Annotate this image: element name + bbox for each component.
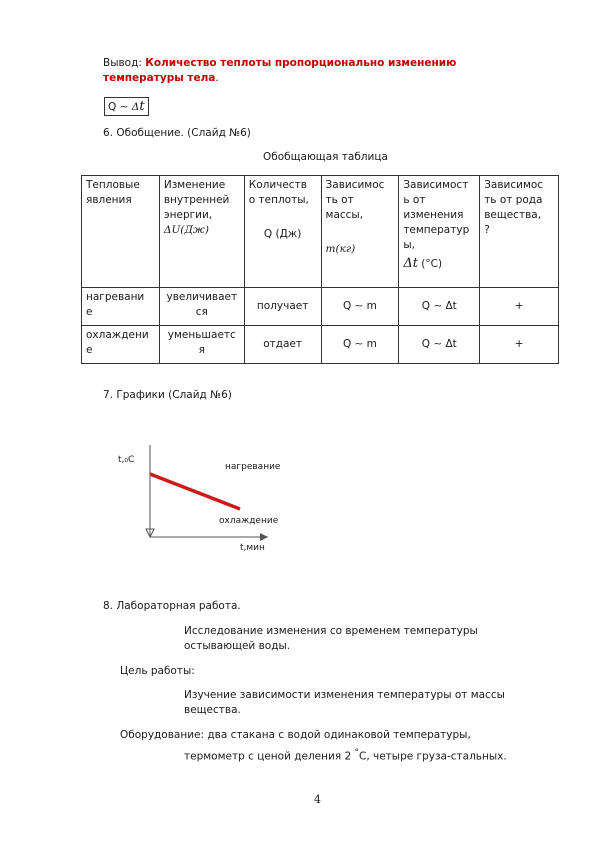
row-heat: отдает bbox=[244, 326, 321, 364]
goal-label: Цель работы: bbox=[120, 665, 195, 677]
conclusion-line2 bbox=[103, 72, 219, 84]
x-axis-label: t,мин bbox=[240, 543, 265, 553]
row-mass: Q ∼ m bbox=[321, 326, 399, 364]
section6-heading: 6. Обобщение. (Слайд №6) bbox=[103, 127, 251, 139]
y-axis-label: t,₀С bbox=[118, 455, 135, 465]
lab-topic-line2: остывающей воды. bbox=[184, 640, 291, 652]
goal-line2: вещества. bbox=[184, 704, 241, 716]
conclusion-text-2: температуры тела bbox=[103, 72, 216, 84]
table-row bbox=[82, 288, 559, 326]
page-number: 4 bbox=[314, 793, 321, 806]
conclusion-period: . bbox=[215, 72, 219, 84]
conclusion-prefix: Вывод: bbox=[103, 57, 142, 69]
equipment-line1 bbox=[120, 729, 471, 741]
row-substance: + bbox=[480, 288, 559, 326]
formula-box bbox=[104, 97, 149, 116]
heating-label: нагревание bbox=[225, 462, 281, 472]
table-row bbox=[82, 326, 559, 364]
lab-topic-line1: Исследование изменения со временем температуры bbox=[184, 625, 478, 637]
equipment-label: Оборудование: bbox=[120, 729, 205, 741]
row-temp: Q ∼ Δt bbox=[399, 326, 480, 364]
row-phenomenon: охлаждени е bbox=[82, 326, 160, 364]
header-internal-energy: Изменение внутренней энергии, ΔU(Дж) bbox=[159, 176, 244, 288]
row-substance: + bbox=[480, 326, 559, 364]
header-mass-dependence: Зависимос ть от массы, m(кг) bbox=[321, 176, 399, 288]
row-energy: уменьшаетс я bbox=[159, 326, 244, 364]
equipment-line2: термометр с ценой деления 2 °С, четыре груза-стальных. bbox=[184, 748, 507, 763]
table-header-row bbox=[82, 176, 559, 288]
row-temp: Q ∼ Δt bbox=[399, 288, 480, 326]
goal-line1: Изучение зависимости изменения температуры от массы bbox=[184, 689, 505, 701]
row-energy: увеличивает ся bbox=[159, 288, 244, 326]
equipment-text-1: два стакана с водой одинаковой температуры, bbox=[207, 729, 471, 741]
formula-t: t bbox=[139, 99, 145, 114]
table-title: Обобщающая таблица bbox=[263, 151, 388, 163]
row-mass: Q ∼ m bbox=[321, 288, 399, 326]
section8-heading: 8. Лабораторная работа. bbox=[103, 600, 241, 612]
conclusion-text-1: Количество теплоты пропорционально изменению bbox=[145, 57, 457, 69]
summary-table bbox=[81, 175, 559, 364]
header-substance-dependence: Зависимос ть от рода вещества, ? bbox=[480, 176, 559, 288]
conclusion-line1 bbox=[103, 57, 456, 69]
formula-delta: Δ bbox=[131, 101, 140, 113]
x-axis-arrow bbox=[260, 533, 268, 541]
header-phenomena: Тепловые явления bbox=[82, 176, 160, 288]
row-heat: получает bbox=[244, 288, 321, 326]
cooling-label: охлаждение bbox=[219, 516, 279, 526]
section7-heading: 7. Графики (Слайд №6) bbox=[103, 389, 232, 401]
row-phenomenon: нагревани е bbox=[82, 288, 160, 326]
header-heat-quantity: Количеств о теплоты, Q (Дж) bbox=[244, 176, 321, 288]
cooling-line bbox=[150, 474, 240, 509]
temperature-graph bbox=[100, 435, 300, 560]
header-temp-dependence: Зависимост ь от изменения температур ы, Δt (°С) bbox=[399, 176, 480, 288]
formula-q: Q ∼ bbox=[108, 101, 132, 113]
